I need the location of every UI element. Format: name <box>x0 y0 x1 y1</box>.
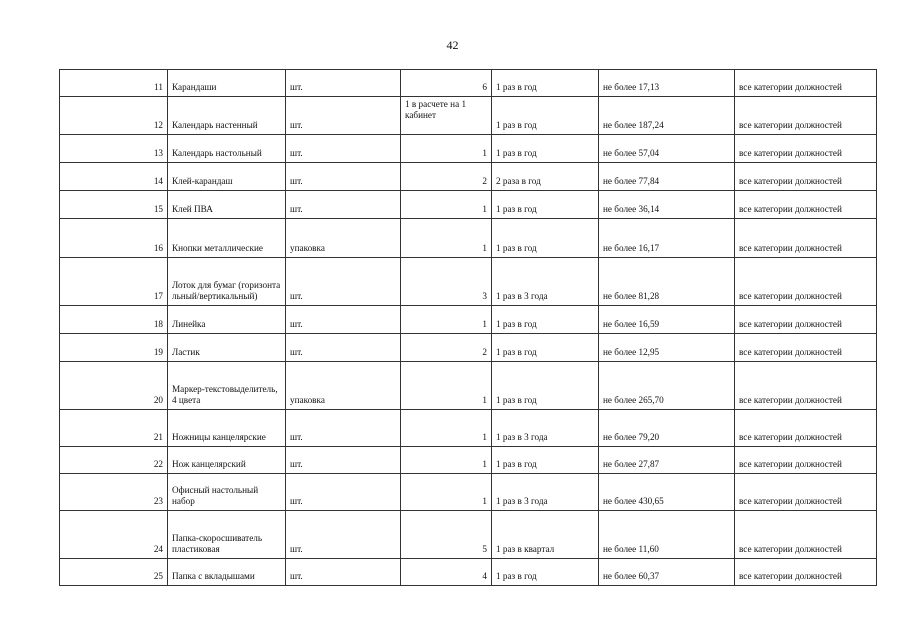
table-row <box>60 474 877 511</box>
item-frequency: 1 раз в год <box>492 334 599 362</box>
row-number: 15 <box>60 191 168 219</box>
item-price: не более 27,87 <box>599 447 735 474</box>
item-quantity: 2 <box>401 163 492 191</box>
table-row <box>60 135 877 163</box>
item-quantity: 2 <box>401 334 492 362</box>
item-category: все категории должностей <box>735 70 877 97</box>
item-frequency: 1 раз в квартал <box>492 511 599 559</box>
table-row <box>60 219 877 258</box>
row-number: 14 <box>60 163 168 191</box>
item-quantity: 1 <box>401 447 492 474</box>
row-number: 17 <box>60 258 168 306</box>
item-category: все категории должностей <box>735 474 877 511</box>
item-price: не более 36,14 <box>599 191 735 219</box>
item-category: все категории должностей <box>735 410 877 447</box>
item-price: не более 12,95 <box>599 334 735 362</box>
item-category: все категории должностей <box>735 334 877 362</box>
item-unit: шт. <box>286 559 401 586</box>
item-frequency: 1 раз в год <box>492 306 599 334</box>
item-price: не более 79,20 <box>599 410 735 447</box>
item-name: Ластик <box>168 334 286 362</box>
item-quantity: 4 <box>401 559 492 586</box>
row-number: 25 <box>60 559 168 586</box>
item-name: Кнопки металлические <box>168 219 286 258</box>
item-frequency: 1 раз в 3 года <box>492 258 599 306</box>
item-quantity: 5 <box>401 511 492 559</box>
item-category: все категории должностей <box>735 447 877 474</box>
item-frequency: 1 раз в год <box>492 135 599 163</box>
page-number: 42 <box>446 38 459 52</box>
item-price: не более 60,37 <box>599 559 735 586</box>
item-category: все категории должностей <box>735 511 877 559</box>
row-number: 13 <box>60 135 168 163</box>
item-category: все категории должностей <box>735 97 877 135</box>
supplies-table <box>59 69 877 586</box>
item-name: Ножницы канцелярские <box>168 410 286 447</box>
item-unit: шт. <box>286 410 401 447</box>
item-unit: шт. <box>286 334 401 362</box>
item-price: не более 17,13 <box>599 70 735 97</box>
table-row <box>60 70 877 97</box>
item-unit: шт. <box>286 474 401 511</box>
item-name: Папка с вкладышами <box>168 559 286 586</box>
table-row <box>60 362 877 410</box>
item-name: Календарь настольный <box>168 135 286 163</box>
table-row <box>60 334 877 362</box>
item-unit: шт. <box>286 447 401 474</box>
item-frequency: 2 раза в год <box>492 163 599 191</box>
table-row <box>60 511 877 559</box>
item-quantity: 3 <box>401 258 492 306</box>
item-unit: шт. <box>286 97 401 135</box>
item-name: Маркер-текстовыделитель, 4 цвета <box>168 362 286 410</box>
item-price: не более 430,65 <box>599 474 735 511</box>
item-name: Календарь настенный <box>168 97 286 135</box>
item-frequency: 1 раз в год <box>492 362 599 410</box>
item-name: Папка-скоросшиватель пластиковая <box>168 511 286 559</box>
item-frequency: 1 раз в 3 года <box>492 474 599 511</box>
row-number: 12 <box>60 97 168 135</box>
item-frequency: 1 раз в год <box>492 97 599 135</box>
item-frequency: 1 раз в год <box>492 447 599 474</box>
item-quantity: 1 <box>401 474 492 511</box>
item-price: не более 16,59 <box>599 306 735 334</box>
item-frequency: 1 раз в год <box>492 70 599 97</box>
table-row <box>60 410 877 447</box>
table-row <box>60 258 877 306</box>
item-name: Карандаши <box>168 70 286 97</box>
item-unit: шт. <box>286 135 401 163</box>
item-price: не более 187,24 <box>599 97 735 135</box>
item-unit: шт. <box>286 511 401 559</box>
table-row <box>60 163 877 191</box>
item-frequency: 1 раз в год <box>492 191 599 219</box>
item-name: Линейка <box>168 306 286 334</box>
item-price: не более 57,04 <box>599 135 735 163</box>
item-frequency: 1 раз в год <box>492 559 599 586</box>
item-price: не более 16,17 <box>599 219 735 258</box>
row-number: 18 <box>60 306 168 334</box>
row-number: 23 <box>60 474 168 511</box>
item-category: все категории должностей <box>735 191 877 219</box>
item-name: Лоток для бумаг (горизонтальный/вертикальный) <box>168 258 286 306</box>
row-number: 24 <box>60 511 168 559</box>
row-number: 20 <box>60 362 168 410</box>
item-unit: упаковка <box>286 219 401 258</box>
item-quantity: 1 <box>401 362 492 410</box>
item-name: Офисный настольный набор <box>168 474 286 511</box>
item-unit: шт. <box>286 163 401 191</box>
item-price: не более 77,84 <box>599 163 735 191</box>
item-quantity: 1 в расчете на 1 кабинет <box>401 97 492 135</box>
item-name: Клей ПВА <box>168 191 286 219</box>
item-category: все категории должностей <box>735 163 877 191</box>
item-name: Нож канцелярский <box>168 447 286 474</box>
item-price: не более 11,60 <box>599 511 735 559</box>
item-unit: шт. <box>286 258 401 306</box>
item-quantity: 1 <box>401 135 492 163</box>
item-quantity: 1 <box>401 410 492 447</box>
item-category: все категории должностей <box>735 219 877 258</box>
item-category: все категории должностей <box>735 135 877 163</box>
item-price: не более 265,70 <box>599 362 735 410</box>
row-number: 22 <box>60 447 168 474</box>
table-row <box>60 306 877 334</box>
row-number: 19 <box>60 334 168 362</box>
item-unit: упаковка <box>286 362 401 410</box>
item-quantity: 6 <box>401 70 492 97</box>
item-frequency: 1 раз в 3 года <box>492 410 599 447</box>
item-name: Клей-карандаш <box>168 163 286 191</box>
row-number: 11 <box>60 70 168 97</box>
row-number: 16 <box>60 219 168 258</box>
table-row <box>60 559 877 586</box>
row-number: 21 <box>60 410 168 447</box>
item-quantity: 1 <box>401 191 492 219</box>
item-category: все категории должностей <box>735 362 877 410</box>
item-unit: шт. <box>286 70 401 97</box>
item-category: все категории должностей <box>735 258 877 306</box>
table-row <box>60 191 877 219</box>
item-unit: шт. <box>286 306 401 334</box>
item-frequency: 1 раз в год <box>492 219 599 258</box>
item-quantity: 1 <box>401 219 492 258</box>
item-quantity: 1 <box>401 306 492 334</box>
item-category: все категории должностей <box>735 559 877 586</box>
table-row <box>60 447 877 474</box>
item-unit: шт. <box>286 191 401 219</box>
item-category: все категории должностей <box>735 306 877 334</box>
item-price: не более 81,28 <box>599 258 735 306</box>
table-row <box>60 97 877 135</box>
